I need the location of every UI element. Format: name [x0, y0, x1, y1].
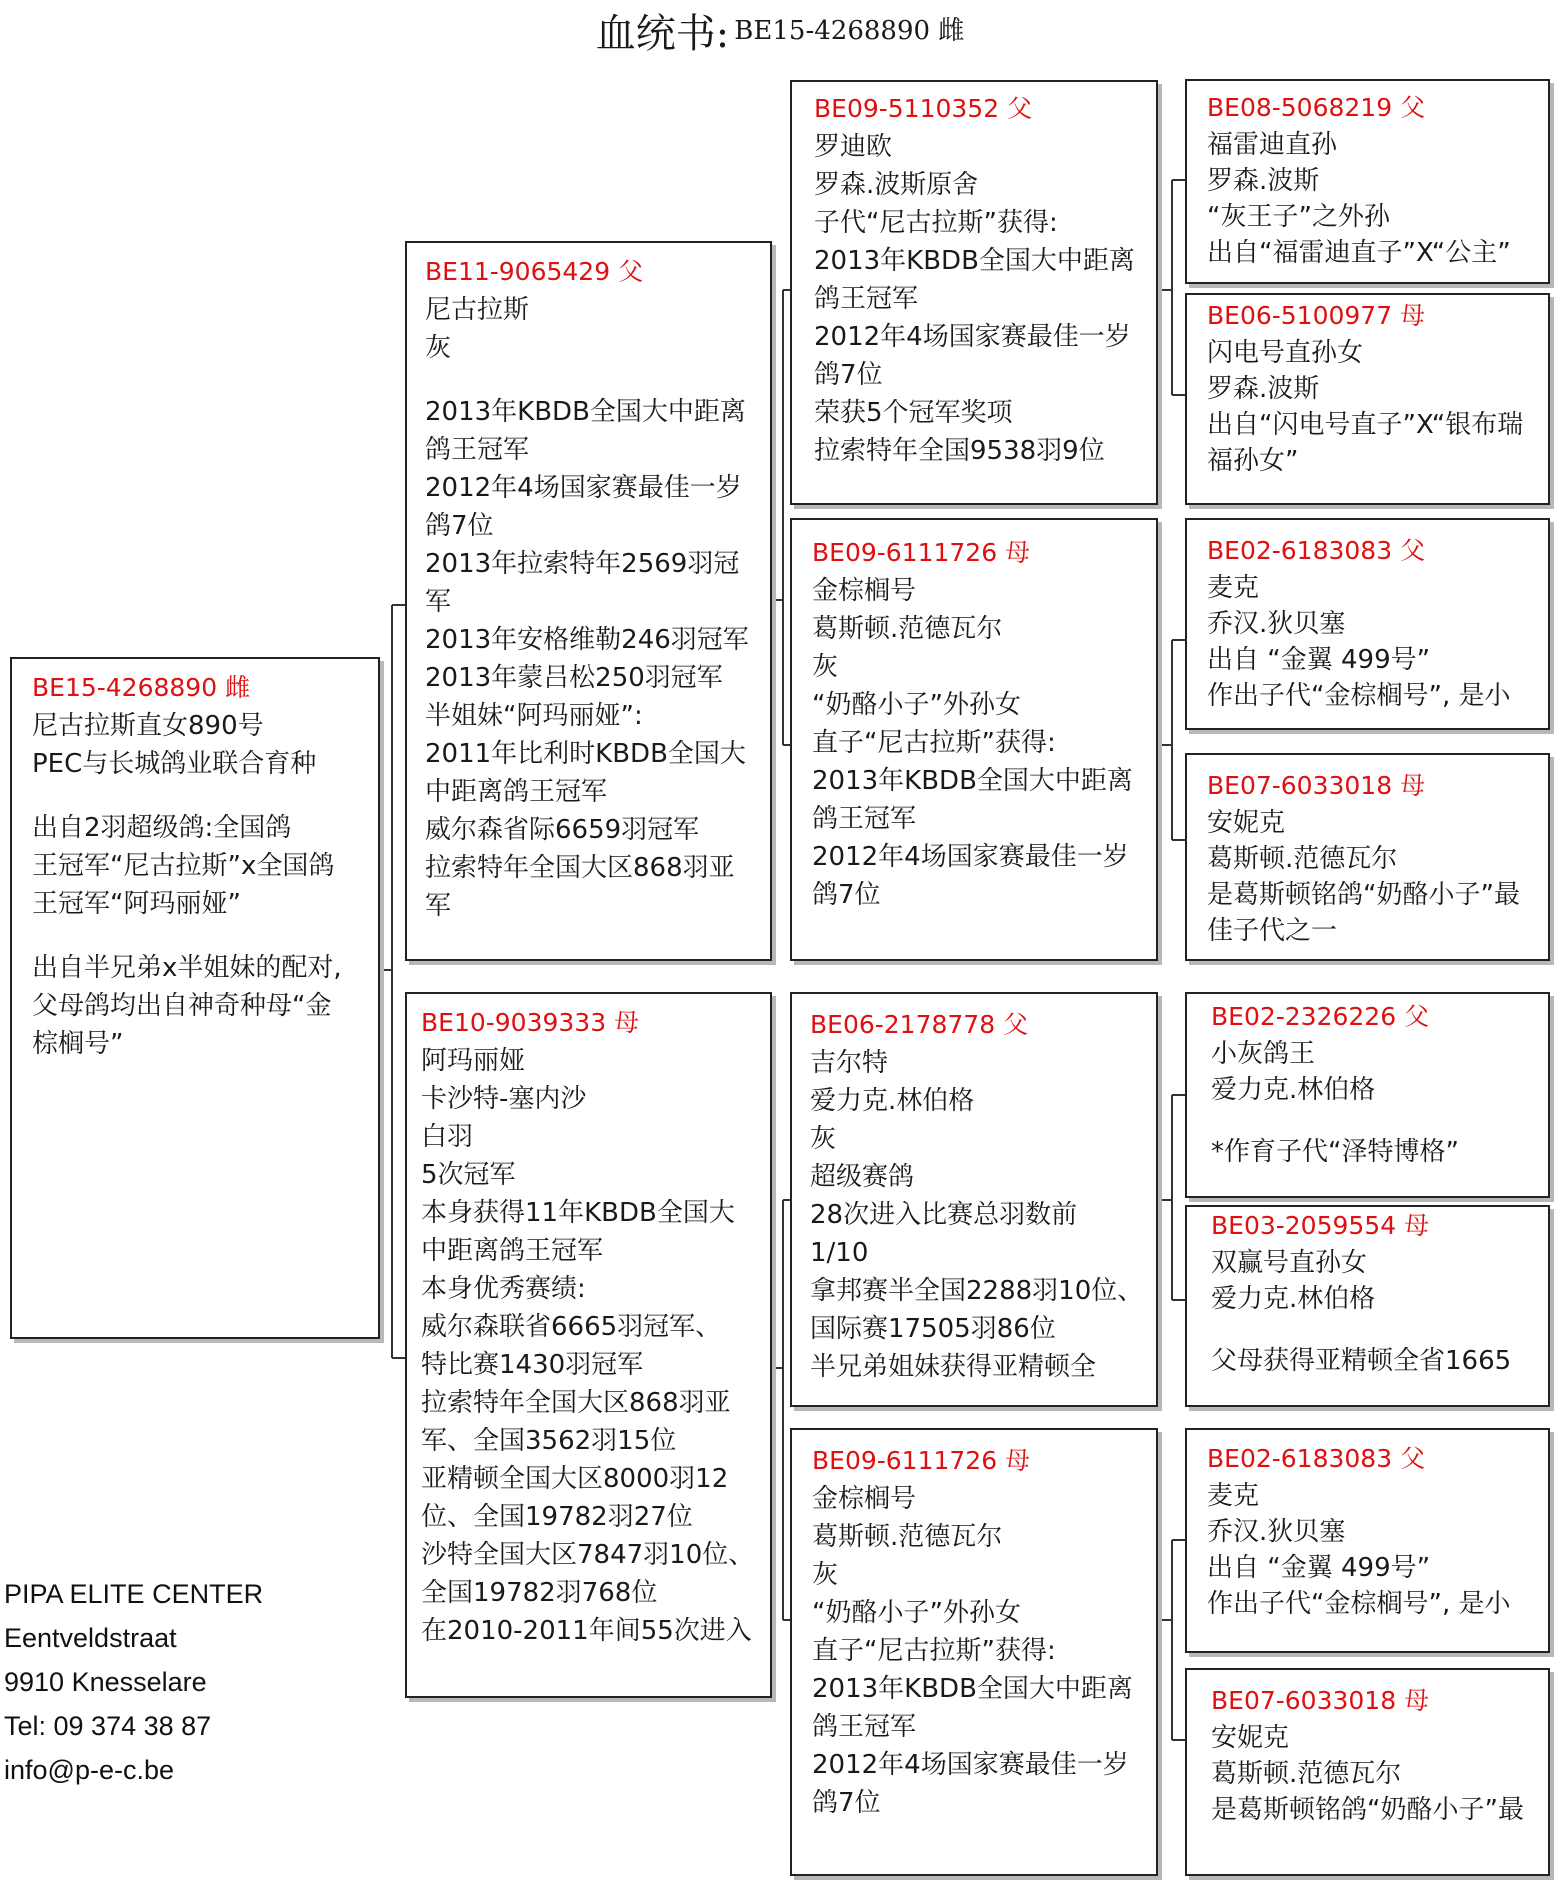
pedigree-line: 罗森.波斯: [1207, 166, 1320, 196]
pedigree-line: 葛斯顿.范德瓦尔: [1207, 844, 1398, 874]
pedigree-line: 位、全国19782羽27位: [421, 1502, 693, 1532]
pedigree-line: 28次进入比赛总羽数前: [810, 1200, 1078, 1230]
pedigree-line: 拉索特年全国9538羽9位: [814, 436, 1105, 466]
pedigree-line: [1211, 1108, 1524, 1134]
pedigree-line: 葛斯顿.范德瓦尔: [1211, 1759, 1402, 1789]
pedigree-line: 本身优秀赛绩:: [421, 1274, 586, 1304]
ss-sire-card: [1185, 79, 1550, 284]
sire-sire-ring-number: BE09-5110352 父: [814, 94, 1033, 123]
dam-dam-card: [790, 1428, 1158, 1876]
pedigree-line: 是葛斯顿铭鸽“奶酪小子”最: [1211, 1795, 1524, 1825]
pedigree-line: 出自“福雷迪直子”X“公主”: [1207, 238, 1511, 268]
pedigree-line: 2011年比利时KBDB全国大: [425, 739, 746, 769]
pedigree-line: 子代“尼古拉斯”获得:: [814, 208, 1058, 238]
pedigree-line: 本身获得11年KBDB全国大: [421, 1198, 735, 1228]
ss-sire-ring-number: BE08-5068219 父: [1207, 93, 1426, 122]
pedigree-line: 全国19782羽768位: [421, 1578, 658, 1608]
sire-card: [405, 241, 772, 961]
pedigree-line: 1/10: [810, 1238, 869, 1268]
pedigree-line: 2012年4场国家赛最佳一岁: [812, 1750, 1129, 1780]
pedigree-line: 吉尔特: [810, 1048, 889, 1078]
pedigree-line: 白羽: [421, 1122, 474, 1152]
ss-dam-ring-number: BE06-5100977 母: [1207, 301, 1426, 330]
pedigree-line: 5次冠军: [421, 1160, 516, 1190]
pedigree-line: “奶酪小子”外孙女: [812, 690, 1021, 720]
pedigree-line: 军: [425, 891, 452, 921]
pedigree-line: 乔汉.狄贝塞: [1207, 1517, 1346, 1547]
pedigree-line: 尼古拉斯: [425, 295, 530, 325]
sd-sire-description: [1207, 570, 1528, 714]
dd-dam-description: [1211, 1720, 1524, 1828]
pedigree-line: 葛斯顿.范德瓦尔: [812, 1522, 1003, 1552]
pedigree-line: 乔汉.狄贝塞: [1207, 609, 1346, 639]
pedigree-line: 灰: [425, 333, 452, 363]
ss-sire-description: [1207, 127, 1528, 271]
pedigree-line: 佳子代之一: [1207, 916, 1338, 946]
dam-dam-description: [812, 1480, 1136, 1822]
pedigree-line: 拉索特年全国大区868羽亚: [425, 853, 735, 883]
dam-description: [421, 1042, 756, 1650]
pedigree-line: 2012年4场国家赛最佳一岁: [814, 322, 1131, 352]
pedigree-line: 作出子代“金棕榈号”, 是小: [1207, 681, 1511, 711]
address-city: 9910 Knesselare: [4, 1667, 207, 1697]
pedigree-line: “奶酪小子”外孙女: [812, 1598, 1021, 1628]
pedigree-line: 罗迪欧: [814, 132, 893, 162]
pedigree-line: 福孙女”: [1207, 446, 1299, 476]
pedigree-line: 2013年KBDB全国大中距离: [425, 397, 746, 427]
dd-dam-ring-number: BE07-6033018 母: [1211, 1686, 1430, 1715]
pedigree-line: 出自2羽超级鸽:全国鸽: [32, 813, 292, 843]
pedigree-line: 鸽王冠军: [812, 1712, 917, 1742]
address-street: Eentveldstraat: [4, 1623, 177, 1653]
pedigree-line: 半姐妹“阿玛丽娅”:: [425, 701, 643, 731]
sire-dam-card: [790, 518, 1158, 961]
ds-sire-card: [1185, 992, 1550, 1198]
pedigree-line: 出自 “金翼 499号”: [1207, 645, 1431, 675]
pedigree-line: 父母鸽均出自神奇种母“金: [32, 991, 332, 1021]
pedigree-line: 爱力克.林伯格: [1211, 1284, 1376, 1314]
pedigree-line: 2013年蒙吕松250羽冠军: [425, 663, 723, 693]
subject-ring-number: BE15-4268890 雌: [32, 673, 251, 702]
pedigree-line: PEC与长城鸽业联合育种: [32, 749, 317, 779]
pedigree-line: [32, 923, 358, 949]
pedigree-line: 2012年4场国家赛最佳一岁: [425, 473, 742, 503]
ds-sire-description: [1211, 1036, 1524, 1170]
pedigree-line: 王冠军“阿玛丽娅”: [32, 889, 241, 919]
pedigree-line: 尼古拉斯直女890号: [32, 711, 264, 741]
pedigree-line: 特比赛1430羽冠军: [421, 1350, 644, 1380]
sire-sire-card: [790, 80, 1158, 505]
pedigree-line: 2013年KBDB全国大中距离: [812, 766, 1133, 796]
sire-sire-description: [814, 128, 1134, 470]
pedigree-line: 2013年拉索特年2569羽冠: [425, 549, 740, 579]
pedigree-line: 罗森.波斯原舍: [814, 170, 979, 200]
sire-dam-ring-number: BE09-6111726 母: [812, 538, 1031, 567]
dam-sire-card: [790, 992, 1158, 1407]
sire-dam-description: [812, 572, 1136, 914]
pedigree-line: 2013年安格维勒246羽冠军: [425, 625, 749, 655]
dd-dam-card: [1185, 1668, 1550, 1876]
ds-dam-ring-number: BE03-2059554 母: [1211, 1211, 1430, 1240]
pedigree-line: 拿邦赛半全国2288羽10位、: [810, 1276, 1144, 1306]
pedigree-line: 军: [425, 587, 452, 617]
pedigree-line: 荣获5个冠军奖项: [814, 398, 1013, 428]
address-email[interactable]: info@p-e-c.be: [4, 1755, 174, 1785]
pedigree-line: 葛斯顿.范德瓦尔: [812, 614, 1003, 644]
pedigree-line: 出自半兄弟x半姐妹的配对,: [32, 953, 342, 983]
pedigree-line: 沙特全国大区7847羽10位、: [421, 1540, 755, 1570]
pedigree-line: 灰: [812, 1560, 839, 1590]
pedigree-line: *作育子代“泽特博格”: [1211, 1137, 1459, 1167]
pedigree-line: 罗森.波斯: [1207, 374, 1320, 404]
pedigree-line: 棕榈号”: [32, 1029, 124, 1059]
pedigree-line: “灰王子”之外孙: [1207, 202, 1390, 232]
pedigree-line: 超级赛鸽: [810, 1162, 915, 1192]
pedigree-line: 安妮克: [1207, 808, 1286, 838]
ds-dam-description: [1211, 1245, 1524, 1379]
pedigree-line: 中距离鸽王冠军: [421, 1236, 604, 1266]
pedigree-line: 直子“尼古拉斯”获得:: [812, 1636, 1056, 1666]
pedigree-line: [1211, 1317, 1524, 1343]
pedigree-line: 国际赛17505羽86位: [810, 1314, 1056, 1344]
sd-dam-ring-number: BE07-6033018 母: [1207, 771, 1426, 800]
breeder-address: [4, 1572, 263, 1792]
pedigree-line: 麦克: [1207, 573, 1260, 603]
dam-card: [405, 992, 772, 1698]
pedigree-line: 直子“尼古拉斯”获得:: [812, 728, 1056, 758]
sd-sire-card: [1185, 518, 1550, 730]
pedigree-line: 灰: [810, 1124, 837, 1154]
pedigree-line: 威尔森省际6659羽冠军: [425, 815, 700, 845]
pedigree-line: 金棕榈号: [812, 1484, 917, 1514]
pedigree-line: 鸽7位: [812, 880, 881, 910]
pedigree-line: 闪电号直孙女: [1207, 338, 1364, 368]
pedigree-line: 爱力克.林伯格: [810, 1086, 975, 1116]
pedigree-line: 2013年KBDB全国大中距离: [812, 1674, 1133, 1704]
pedigree-line: 2013年KBDB全国大中距离: [814, 246, 1135, 276]
dd-sire-card: [1185, 1428, 1550, 1653]
pedigree-line: 鸽王冠军: [814, 284, 919, 314]
ds-sire-ring-number: BE02-2326226 父: [1211, 1002, 1430, 1031]
pedigree-line: 是葛斯顿铭鸽“奶酪小子”最: [1207, 880, 1520, 910]
title-ring-number: BE15-4268890 雌: [734, 16, 965, 46]
sd-dam-description: [1207, 805, 1528, 949]
sd-dam-card: [1185, 753, 1550, 961]
pedigree-line: 亚精顿全国大区8000羽12: [421, 1464, 729, 1494]
pedigree-line: 鸽王冠军: [812, 804, 917, 834]
dam-sire-description: [810, 1044, 1144, 1386]
dam-dam-ring-number: BE09-6111726 母: [812, 1446, 1031, 1475]
subject-description: [32, 707, 358, 1063]
sire-ring-number: BE11-9065429 父: [425, 257, 644, 286]
pedigree-line: 金棕榈号: [812, 576, 917, 606]
pedigree-line: 鸽7位: [812, 1788, 881, 1818]
pedigree-line: 威尔森联省6665羽冠军、: [421, 1312, 722, 1342]
pedigree-line: 麦克: [1207, 1481, 1260, 1511]
pedigree-line: 出自“闪电号直子”X“银布瑞: [1207, 410, 1524, 440]
ss-dam-description: [1207, 335, 1528, 479]
pedigree-line: 安妮克: [1211, 1723, 1290, 1753]
address-name: PIPA ELITE CENTER: [4, 1579, 264, 1609]
pedigree-line: 在2010-2011年间55次进入: [421, 1616, 752, 1646]
pedigree-line: 半兄弟姐妹获得亚精顿全: [810, 1352, 1097, 1382]
title-label: 血统书:: [595, 11, 730, 57]
pedigree-line: [32, 783, 358, 809]
dd-sire-description: [1207, 1478, 1528, 1622]
pedigree-line: 鸽王冠军: [425, 435, 530, 465]
pedigree-line: 拉索特年全国大区868羽亚: [421, 1388, 731, 1418]
pedigree-line: 王冠军“尼古拉斯”x全国鸽: [32, 851, 335, 881]
pedigree-line: 出自 “金翼 499号”: [1207, 1553, 1431, 1583]
pedigree-line: 鸽7位: [814, 360, 883, 390]
ss-dam-card: [1185, 293, 1550, 505]
pedigree-line: 福雷迪直孙: [1207, 130, 1338, 160]
pedigree-line: 父母获得亚精顿全省1665: [1211, 1346, 1512, 1376]
pedigree-line: 作出子代“金棕榈号”, 是小: [1207, 1589, 1511, 1619]
address-phone: Tel: 09 374 38 87: [4, 1711, 212, 1741]
pedigree-line: 阿玛丽娅: [421, 1046, 526, 1076]
pedigree-line: 鸽7位: [425, 511, 494, 541]
sd-sire-ring-number: BE02-6183083 父: [1207, 536, 1426, 565]
pedigree-line: 小灰鸽王: [1211, 1039, 1316, 1069]
pedigree-line: 中距离鸽王冠军: [425, 777, 608, 807]
pedigree-line: 卡沙特-塞内沙: [421, 1084, 587, 1114]
dam-ring-number: BE10-9039333 母: [421, 1008, 640, 1037]
pedigree-line: 爱力克.林伯格: [1211, 1075, 1376, 1105]
subject-card: [10, 657, 380, 1339]
dam-sire-ring-number: BE06-2178778 父: [810, 1010, 1029, 1039]
dd-sire-ring-number: BE02-6183083 父: [1207, 1444, 1426, 1473]
sire-description: [425, 291, 752, 925]
pedigree-line: 灰: [812, 652, 839, 682]
ds-dam-card: [1185, 1205, 1550, 1407]
pedigree-line: 双赢号直孙女: [1211, 1248, 1368, 1278]
pedigree-line: 2012年4场国家赛最佳一岁: [812, 842, 1129, 872]
pedigree-line: [425, 367, 752, 393]
pedigree-line: 军、全国3562羽15位: [421, 1426, 677, 1456]
